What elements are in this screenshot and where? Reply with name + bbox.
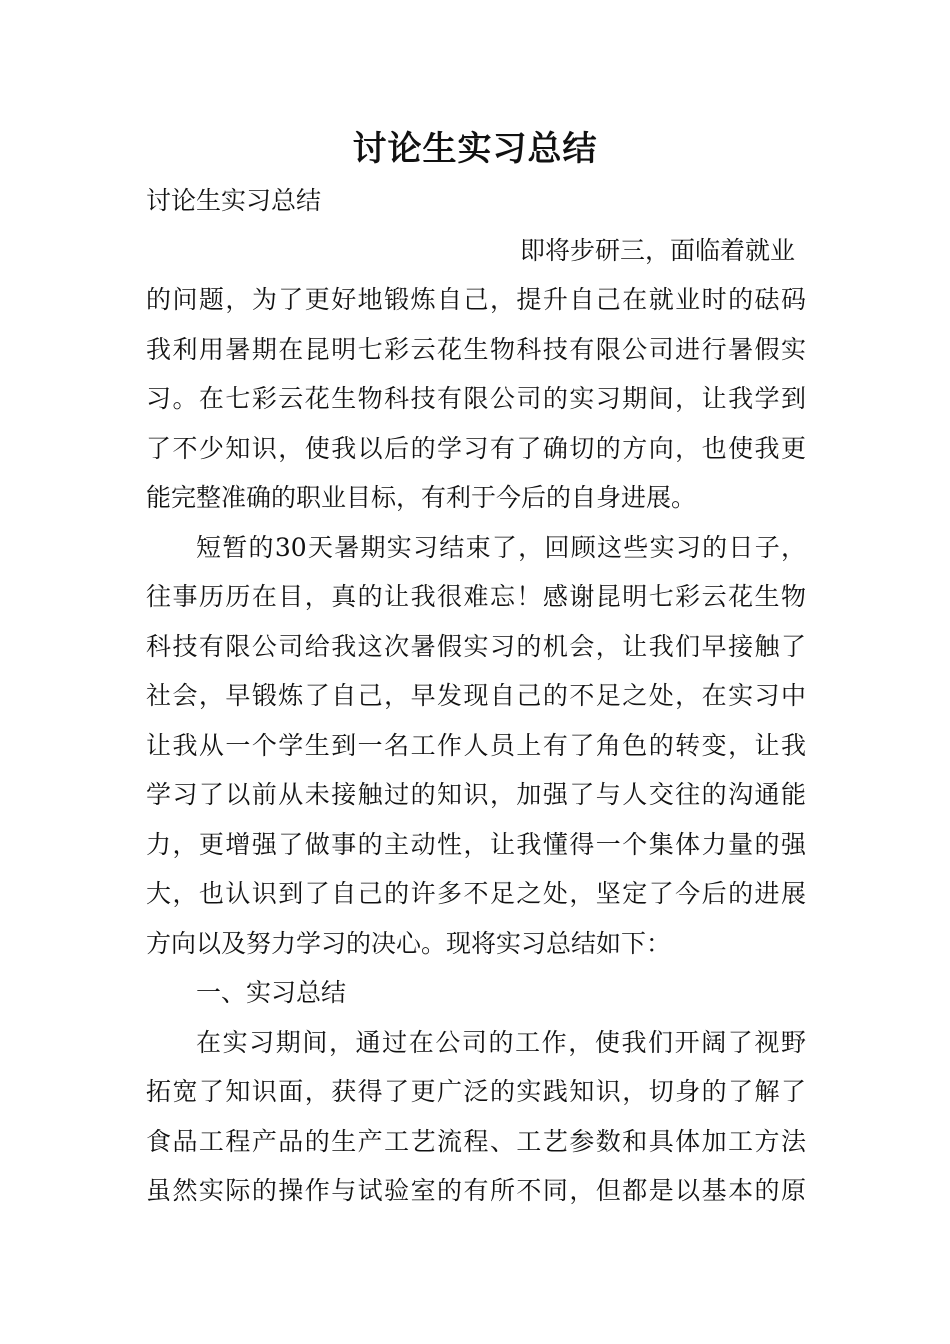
paragraph-line: 方向以及努力学习的决心。现将实习总结如下： xyxy=(146,928,672,958)
paragraph-line: 能完整准确的职业目标，有利于今后的自身进展。 xyxy=(146,483,697,512)
paragraph-line: 在实习期间，通过在公司的工作，使我们开阔了视野 xyxy=(196,1027,806,1057)
paragraph-line: 学习了以前从未接触过的知识，加强了与人交往的沟通能 xyxy=(146,780,806,809)
paragraph-line: 即将步研三，面临着就业 xyxy=(520,235,796,265)
paragraph-line: 了不少知识，使我以后的学习有了确切的方向，也使我更 xyxy=(146,433,806,463)
paragraph-line: 虽然实际的操作与试验室的有所不同，但都是以基本的原 xyxy=(146,1176,806,1205)
paragraph-line: 科技有限公司给我这次暑假实习的机会，让我们早接触了 xyxy=(146,631,806,661)
document-title: 讨论生实习总结 xyxy=(352,129,598,169)
document-body xyxy=(146,176,806,1216)
paragraph-line: 食品工程产品的生产工艺流程、工艺参数和具体加工方法 xyxy=(146,1126,806,1156)
paragraph-line: 我利用暑期在昆明七彩云花生物科技有限公司进行暑假实 xyxy=(146,334,806,364)
section-heading: 一、实习总结 xyxy=(196,978,347,1007)
paragraph-line: 往事历历在目，真的让我很难忘！感谢昆明七彩云花生物 xyxy=(146,582,806,611)
paragraph-line: 力，更增强了做事的主动性，让我懂得一个集体力量的强 xyxy=(146,829,806,859)
paragraph-line: 的问题，为了更好地锻炼自己，提升自己在就业时的砝码 xyxy=(146,285,806,314)
paragraph-line: 短暂的30天暑期实习结束了，回顾这些实习的日子， xyxy=(196,532,806,562)
paragraph-line: 大，也认识到了自己的许多不足之处，坚定了今后的进展 xyxy=(146,879,806,908)
subtitle-line: 讨论生实习总结 xyxy=(146,186,322,215)
paragraph-line: 拓宽了知识面，获得了更广泛的实践知识，切身的了解了 xyxy=(146,1077,806,1106)
paragraph-line: 让我从一个学生到一名工作人员上有了角色的转变，让我 xyxy=(146,730,806,760)
paragraph-line: 习。在七彩云花生物科技有限公司的实习期间，让我学到 xyxy=(146,384,806,413)
paragraph-line: 社会，早锻炼了自己，早发现自己的不足之处，在实习中 xyxy=(146,681,806,710)
